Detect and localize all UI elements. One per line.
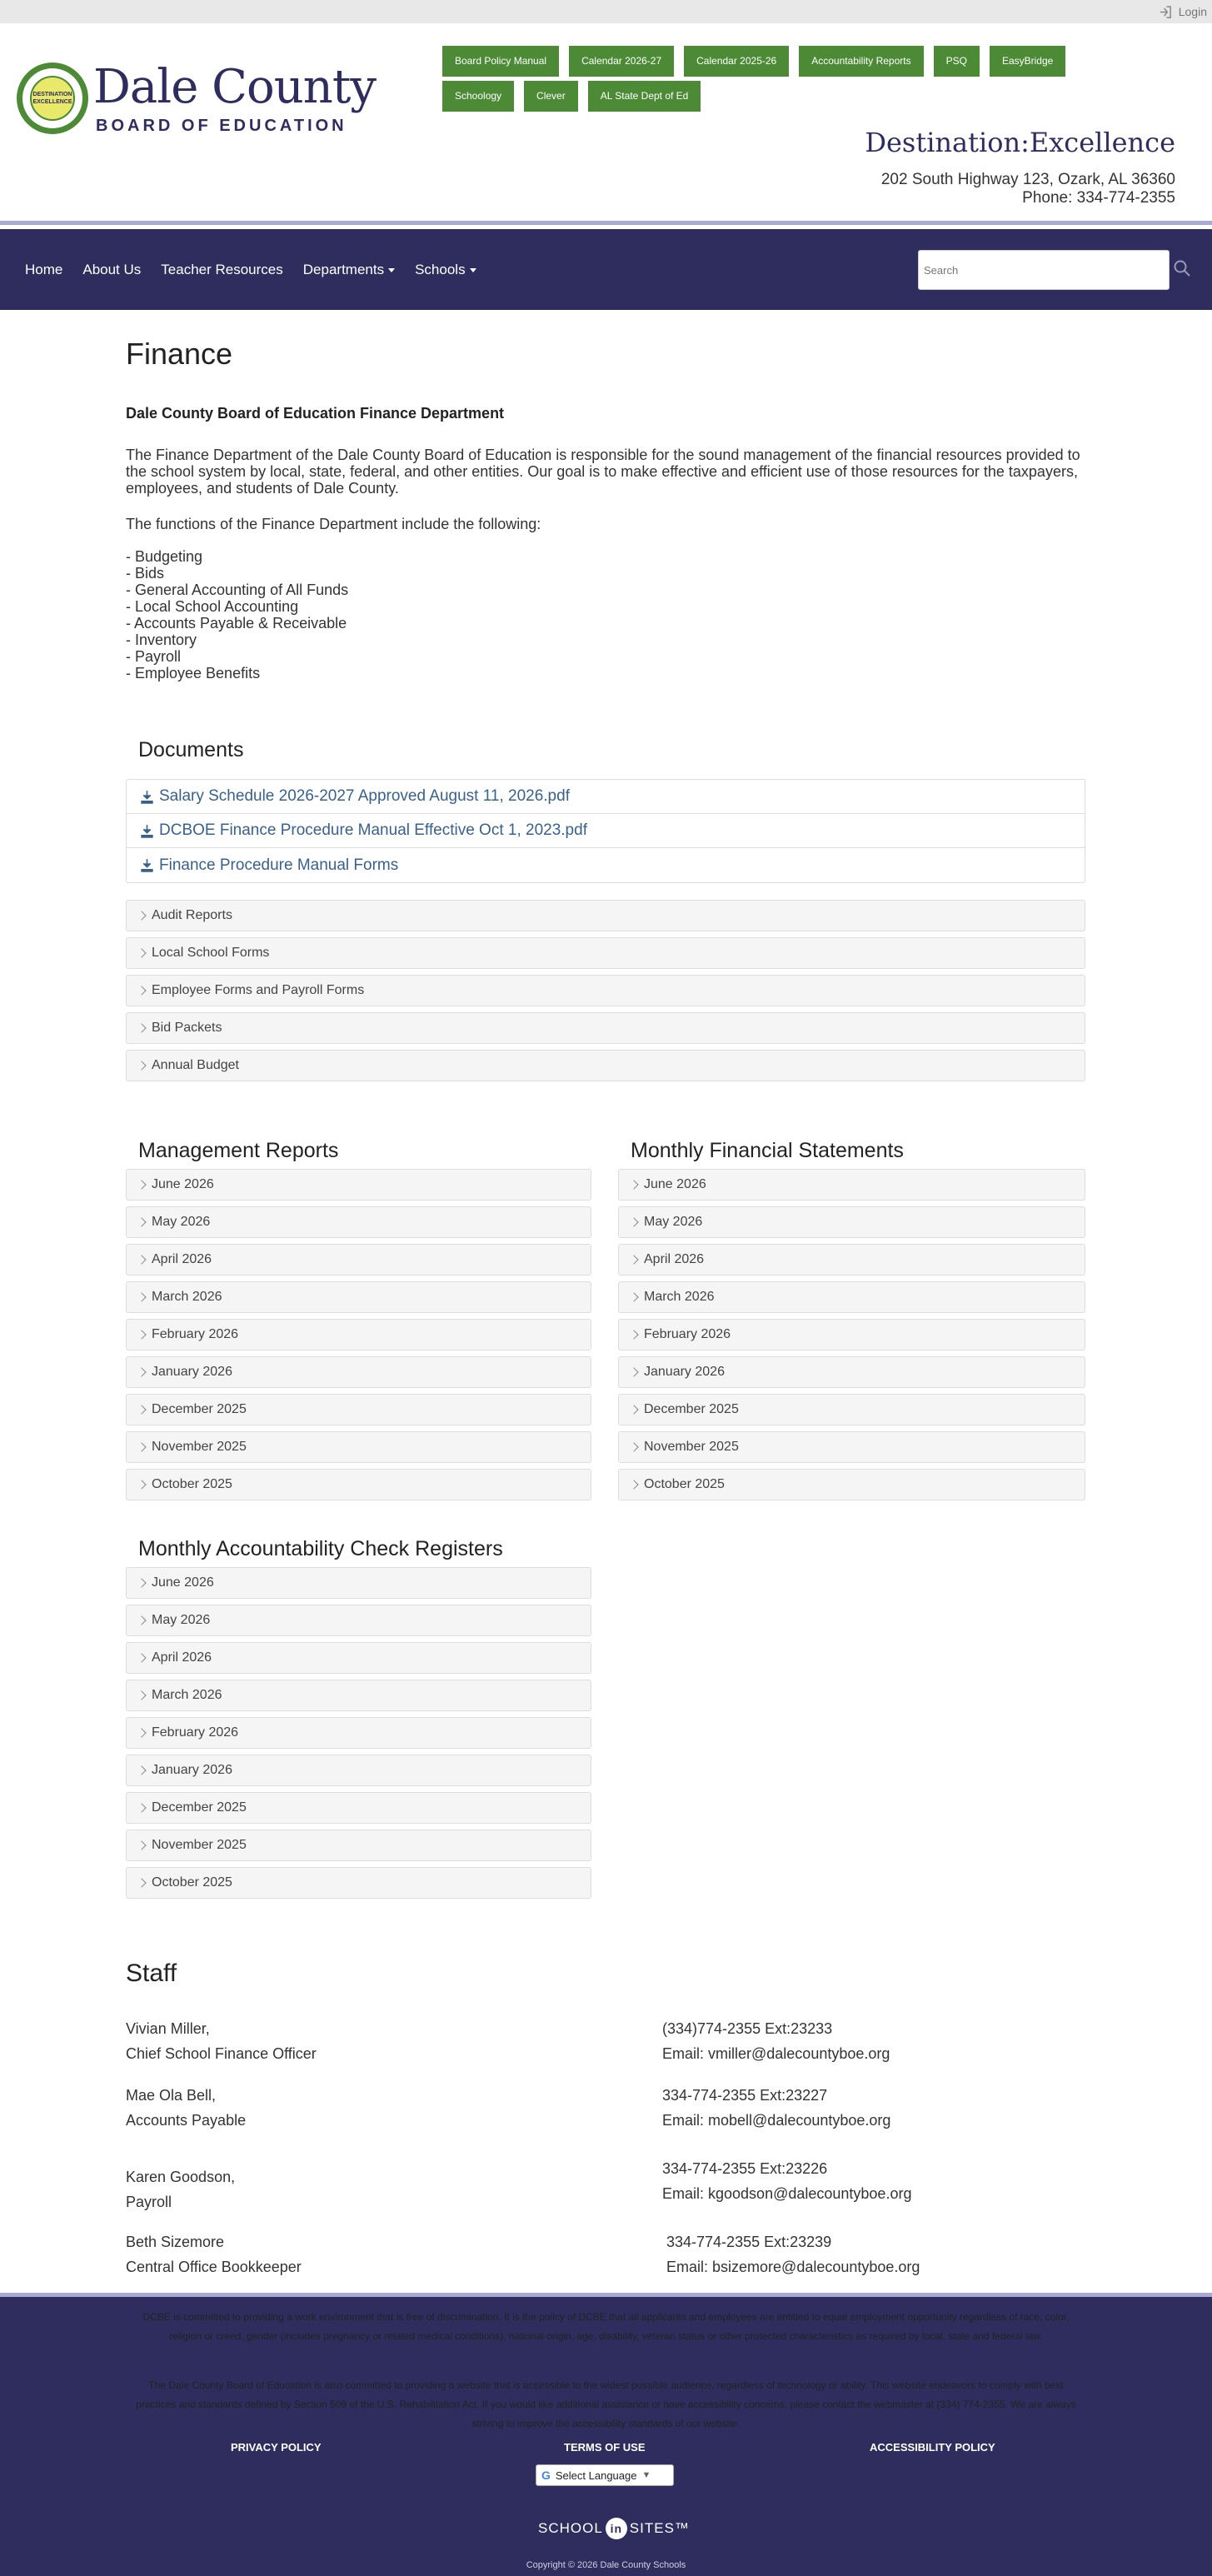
terms-of-use-link[interactable]: TERMS OF USE [564,2441,646,2454]
list-item: - Bids [126,565,165,582]
check-register-label: June 2026 [152,1575,214,1590]
staff-email[interactable]: Email: kgoodson@dalecountyboe.org [662,2185,912,2202]
financial-statement-item[interactable] [618,1244,1085,1276]
management-report-item[interactable] [126,1319,591,1350]
brand-name[interactable]: Dale County [93,60,376,114]
dropdown-arrow-icon: ▼ [641,2470,651,2480]
privacy-policy-link[interactable]: PRIVACY POLICY [231,2441,322,2454]
folder-bid-packets[interactable]: Bid Packets [126,1012,1085,1044]
financial-statement-label: March 2026 [644,1290,715,1304]
chevron-right-icon [629,1442,638,1451]
chevron-right-icon [137,1878,146,1887]
list-item: - Budgeting [126,548,203,565]
management-report-item[interactable] [126,1169,591,1201]
management-report-item[interactable] [126,1431,591,1463]
financial-statement-item[interactable] [618,1469,1085,1500]
management-report-label: October 2025 [152,1477,232,1491]
document-link-procedure-forms[interactable]: Finance Procedure Manual Forms [127,848,1085,882]
quick-link-clever[interactable]: Clever [524,81,578,112]
chevron-right-icon [629,1330,638,1339]
management-report-label: December 2025 [152,1402,247,1416]
check-register-label: March 2026 [152,1688,222,1702]
documents-title: Documents [138,738,244,761]
management-report-item[interactable] [126,1394,591,1425]
check-register-label: February 2026 [152,1725,239,1740]
staff-role: Accounts Payable [126,2112,247,2129]
staff-phone: 334-774-2355 Ext:23227 [662,2087,828,2104]
chevron-right-icon [137,911,146,920]
staff-contact-block [662,2156,911,2206]
staff-phone: 334-774-2355 Ext:23226 [662,2160,828,2177]
chevron-right-icon [629,1255,638,1264]
list-item: - Payroll [126,648,182,665]
financial-statement-label: December 2025 [644,1402,739,1416]
seal-core: DESTINATION EXCELLENCE [30,76,75,121]
chevron-right-icon [137,1217,146,1226]
chevron-right-icon [137,1367,146,1376]
financial-statement-label: January 2026 [644,1365,725,1379]
staff-name-block [126,2229,302,2279]
financial-statement-label: April 2026 [644,1252,705,1266]
check-register-item[interactable] [126,1717,591,1749]
quick-link-board-policy[interactable]: Board Policy Manual [442,46,559,77]
list-item: - General Accounting of All Funds [126,582,349,598]
chevron-right-icon [137,986,146,995]
check-register-item[interactable] [126,1567,591,1599]
chevron-right-icon [137,1180,146,1189]
address-block [881,171,1175,207]
folder-employee-payroll-forms[interactable]: Employee Forms and Payroll Forms [126,975,1085,1006]
page-title: Finance [126,337,233,371]
chevron-right-icon [629,1217,638,1226]
login-label: Login [1178,5,1207,18]
quick-link-accountability[interactable]: Accountability Reports [799,46,923,77]
folder-annual-budget[interactable]: Annual Budget [126,1050,1085,1081]
nav-teacher-resources[interactable]: Teacher Resources [161,261,283,277]
check-register-item[interactable] [126,1755,591,1786]
chevron-right-icon [629,1180,638,1189]
list-item: - Local School Accounting [126,598,299,615]
language-select-label: Select Language [555,2469,637,2482]
folder-audit-reports[interactable]: Audit Reports [126,900,1085,931]
intro-paragraph: The Finance Department of the Dale County Board of Education is responsible for the sound management of the financial resources provided to the school system by local, state, federal, and other entities. Our goal is to make effective and efficient use of those resources for the taxpayers, employees, and students of Dale County. [126,447,1080,497]
staff-contact-block [662,2016,890,2066]
staff-name: Karen Goodson, [126,2169,236,2185]
quick-link-easybridge[interactable]: EasyBridge [990,46,1065,77]
login-icon [1160,6,1172,18]
chevron-right-icon [137,1292,146,1301]
staff-email[interactable]: Email: bsizemore@dalecountyboe.org [666,2259,920,2275]
staff-role: Chief School Finance Officer [126,2045,317,2062]
staff-email[interactable]: Email: mobell@dalecountyboe.org [662,2112,891,2129]
folder-local-school-forms[interactable]: Local School Forms [126,937,1085,969]
chevron-right-icon [137,1330,146,1339]
chevron-right-icon [629,1292,638,1301]
document-link-salary-schedule[interactable]: Salary Schedule 2026-2027 Approved August 11, 2026.pdf [127,780,1085,814]
staff-name: Vivian Miller, [126,2020,210,2037]
download-icon [140,858,154,872]
staff-phone: 334-774-2355 Ext:23239 [666,2234,832,2250]
financial-statement-item[interactable] [618,1431,1085,1463]
nav-schools[interactable]: Schools [405,262,486,278]
check-register-item[interactable] [126,1867,591,1899]
chevron-right-icon [137,1765,146,1775]
chevron-right-icon [137,1480,146,1489]
brand-subtitle[interactable]: BOARD OF EDUCATION [96,117,347,135]
staff-title: Staff [126,1959,177,1987]
chevron-right-icon [137,1653,146,1662]
chevron-right-icon [629,1480,638,1489]
check-register-label: November 2025 [152,1838,247,1852]
management-report-item[interactable] [126,1281,591,1313]
seal-ring [22,68,82,128]
check-register-item[interactable] [126,1830,591,1861]
financial-statement-item[interactable] [618,1206,1085,1238]
check-register-label: May 2026 [152,1613,211,1627]
chevron-right-icon [137,1405,146,1414]
chevron-right-icon [137,1615,146,1625]
financial-statement-label: June 2026 [644,1177,706,1191]
chevron-right-icon [137,1578,146,1587]
list-item: - Inventory [126,632,197,648]
check-register-label: April 2026 [152,1650,212,1665]
management-report-label: March 2026 [152,1290,222,1304]
staff-name-block [126,2164,235,2214]
check-register-label: October 2025 [152,1875,232,1890]
document-list [126,779,1085,883]
language-select[interactable] [536,2464,674,2486]
nav-about-us[interactable]: About Us [82,261,142,277]
management-report-item[interactable] [126,1469,591,1500]
list-item: - Employee Benefits [126,665,261,681]
document-link-procedure-manual[interactable]: DCBOE Finance Procedure Manual Effective Oct 1, 2023.pdf [127,814,1085,848]
monthly-statements-title: Monthly Financial Statements [631,1139,904,1162]
management-reports-title: Management Reports [138,1139,339,1162]
staff-name-block [126,2016,317,2066]
chevron-right-icon [137,1803,146,1812]
financial-statement-item[interactable] [618,1281,1085,1313]
check-register-item[interactable] [126,1605,591,1636]
accessibility-policy-link[interactable]: ACCESSIBILITY POLICY [870,2441,995,2454]
financial-statement-item[interactable] [618,1319,1085,1350]
quick-link-schoology[interactable]: Schoology [442,81,514,112]
nav-departments[interactable]: Departments [293,262,405,278]
management-report-label: January 2026 [152,1365,232,1379]
google-icon: G [541,2469,551,2482]
search-input[interactable] [918,250,1170,290]
financial-statement-item[interactable] [618,1356,1085,1388]
staff-role: Payroll [126,2194,172,2210]
accessibility-statement: The Dale County Board of Education is also committed to providing a website that is accessible to the widest possible audience, regardless of technology or ability. This website endeavors to comply with best practices and standards defined by Section 508 of the U.S. Rehabilitation Act. If you would like additional assistance or have accessibility concerns, please contact the webmaster at (334) 774-2355. We are always striving to improve the accessibility standards of our website. [136,2379,1076,2429]
quick-link-psq[interactable]: PSQ [934,46,980,77]
financial-statement-label: October 2025 [644,1477,725,1491]
chevron-right-icon [137,1840,146,1850]
management-report-item[interactable] [126,1206,591,1238]
chevron-right-icon [137,1061,146,1070]
check-register-label: January 2026 [152,1763,232,1777]
district-seal[interactable] [17,62,88,134]
nav-home[interactable]: Home [25,261,63,277]
staff-phone: (334)774-2355 Ext:23233 [662,2020,833,2037]
caret-down-icon [388,268,395,272]
management-report-label: June 2026 [152,1177,214,1191]
management-report-label: May 2026 [152,1215,211,1229]
staff-name: Mae Ola Bell, [126,2087,217,2104]
management-report-label: November 2025 [152,1440,247,1454]
check-register-item[interactable] [126,1792,591,1824]
check-register-label: December 2025 [152,1800,247,1815]
check-register-item[interactable] [126,1642,591,1674]
search-icon[interactable] [1172,258,1192,278]
financial-statement-label: February 2026 [644,1327,731,1341]
staff-contact-block [662,2083,890,2133]
chevron-right-icon [137,1023,146,1032]
functions-intro: The functions of the Finance Department include the following: [126,516,541,532]
quick-links [442,46,1142,112]
chevron-right-icon [137,1690,146,1700]
phone: Phone: 334-774-2355 [1022,189,1175,207]
chevron-right-icon [137,948,146,957]
financial-statement-label: November 2025 [644,1440,739,1454]
chevron-right-icon [629,1367,638,1376]
schoolinsites-logo[interactable]: SCHOOL in SITES™ [538,2518,690,2539]
staff-email[interactable]: Email: vmiller@dalecountyboe.org [662,2045,890,2062]
quick-link-alsde[interactable]: AL State Dept of Ed [588,81,701,112]
caret-down-icon [470,268,476,272]
department-heading: Dale County Board of Education Finance Department [126,405,505,422]
quick-link-calendar-2025[interactable]: Calendar 2025-26 [684,46,789,77]
nondiscrimination-statement: DCBE is committed to providing a work environment that is free of discrimination. It is the policy of DCBE that all applicants and employees are entitled to equal employment opportunity regardless of race, color, religion or creed, gender (includes pregnancy or related medical conditions), national origin, age, disability, veteran status or other protected characteristics as required by local, state and federal law. [142,2311,1070,2342]
login-link[interactable] [1160,0,1207,23]
tagline: Destination:Excellence [865,127,1175,158]
chevron-right-icon [629,1405,638,1414]
financial-statement-item[interactable] [618,1394,1085,1425]
check-registers-title: Monthly Accountability Check Registers [138,1537,503,1560]
staff-role: Central Office Bookkeeper [126,2259,302,2275]
staff-name-block [126,2083,246,2133]
quick-link-calendar-2026[interactable]: Calendar 2026-27 [569,46,674,77]
copyright: Copyright © 2026 Dale County Schools [526,2560,686,2570]
staff-name: Beth Sizemore [126,2234,225,2250]
staff-contact-block [666,2229,920,2279]
chevron-right-icon [137,1255,146,1264]
financial-statement-item[interactable] [618,1169,1085,1201]
check-register-item[interactable] [126,1680,591,1711]
financial-statement-label: May 2026 [644,1215,703,1229]
address: 202 South Highway 123, Ozark, AL 36360 [880,171,1175,188]
management-report-item[interactable] [126,1244,591,1276]
functions-list [126,548,348,681]
chevron-right-icon [137,1442,146,1451]
download-icon [140,790,154,804]
list-item: - Accounts Payable & Receivable [126,615,347,632]
management-report-item[interactable] [126,1356,591,1388]
management-report-label: April 2026 [152,1252,212,1266]
chevron-right-icon [137,1728,146,1737]
top-bar [0,0,1212,23]
management-report-label: February 2026 [152,1327,239,1341]
download-icon [140,824,154,838]
